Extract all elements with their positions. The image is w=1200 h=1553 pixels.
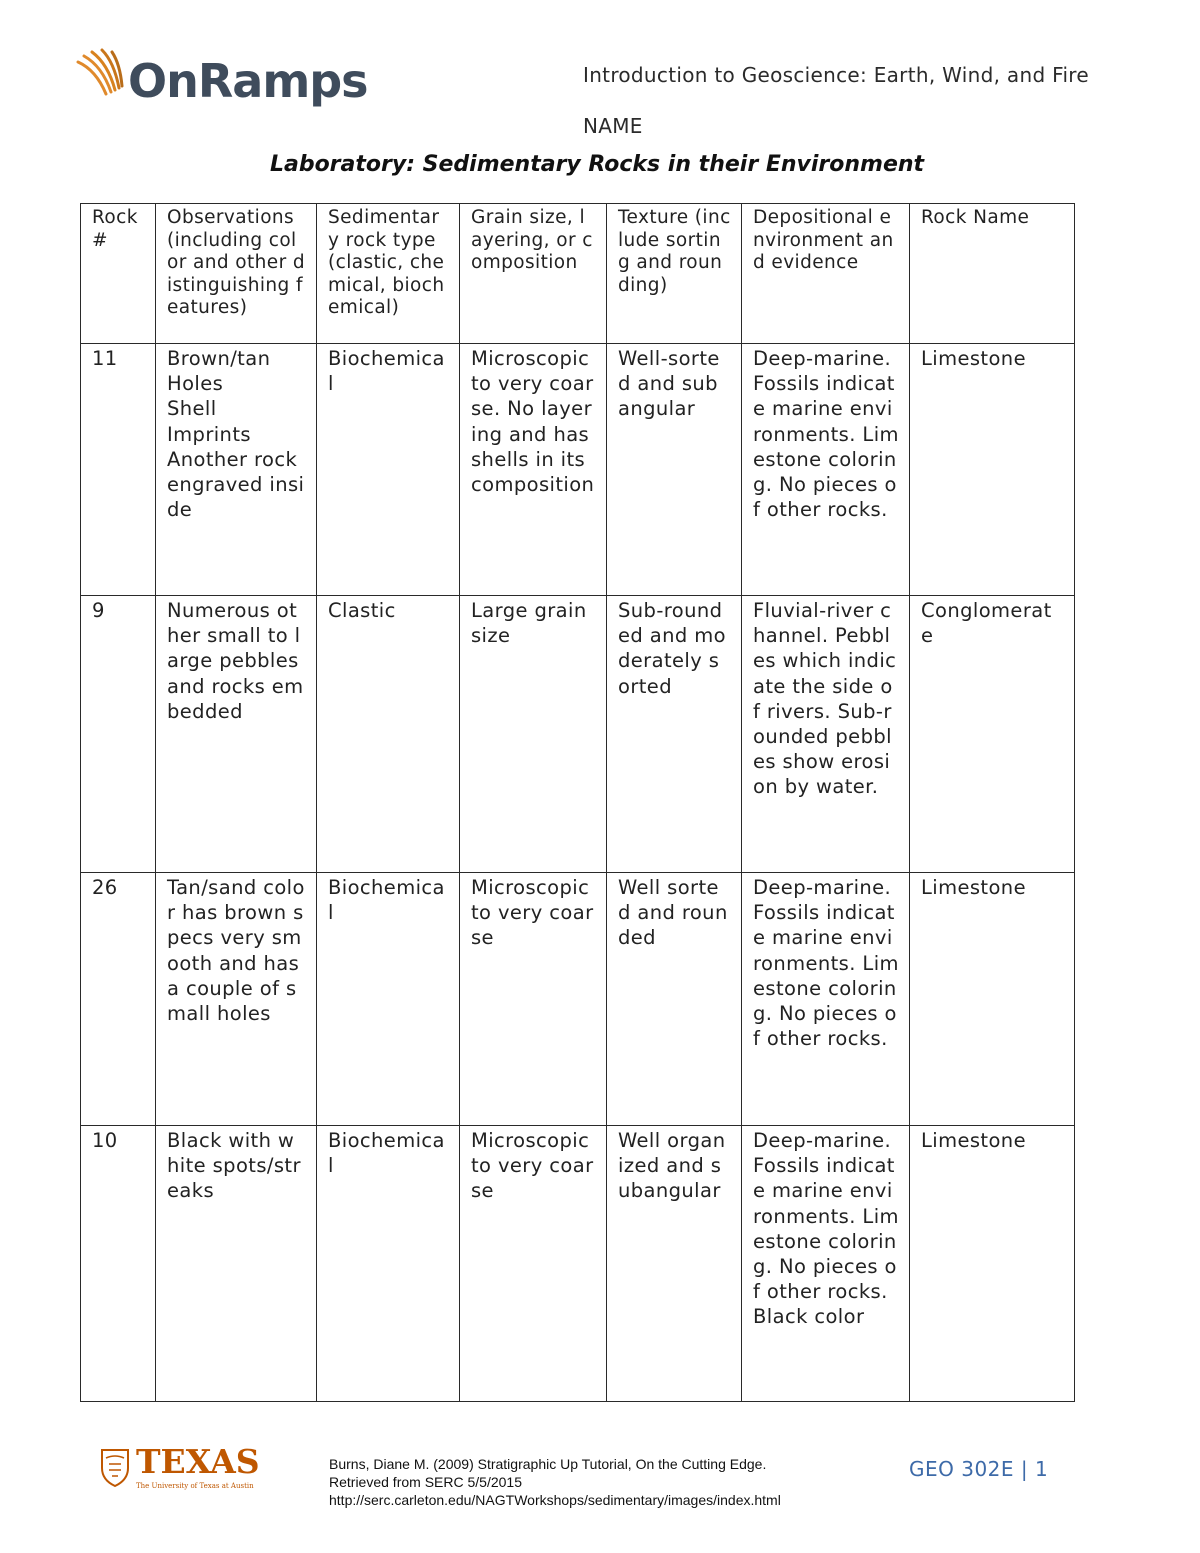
cell-rock-name: Limestone <box>910 344 1075 596</box>
lab-title: Laboratory: Sedimentary Rocks in their Environment <box>269 152 925 177</box>
cell-grain-size: Microscopic to very coarse <box>460 1126 607 1402</box>
texas-logo-text: TEXAS <box>136 1442 260 1481</box>
cell-rock-number: 26 <box>81 873 156 1126</box>
cell-environment: Fluvial-river channel. Pebbles which indicate the side of rivers. Sub-rounded pebbles show erosion by water. <box>742 596 910 873</box>
cell-environment: Deep-marine. Fossils indicate marine environments. Limestone coloring. No pieces of other rocks. <box>742 873 910 1126</box>
onramps-logo-text: OnRamps <box>128 54 368 108</box>
cell-observations: Numerous other small to large pebbles and rocks embedded <box>156 596 317 873</box>
cell-rock-type: Clastic <box>317 596 460 873</box>
cell-rock-type: Biochemical <box>317 1126 460 1402</box>
name-label: NAME <box>583 114 643 138</box>
table-row <box>81 344 1075 596</box>
cell-texture: Well sorted and rounded <box>607 873 742 1126</box>
cell-rock-number: 11 <box>81 344 156 596</box>
rocks-table <box>80 203 1075 1402</box>
table-header-row <box>81 204 1075 344</box>
column-header-grain-size: Grain size, layering, or composition <box>460 204 607 344</box>
texas-logo <box>100 1444 260 1496</box>
cell-texture: Well organized and subangular <box>607 1126 742 1402</box>
longhorn-shield-icon <box>100 1446 130 1488</box>
cell-environment: Deep-marine. Fossils indicate marine environments. Limestone coloring. No pieces of other rocks. Black color <box>742 1126 910 1402</box>
name-label-clipped <box>583 114 783 140</box>
column-header-texture: Texture (include sorting and rounding) <box>607 204 742 344</box>
column-header-rock-name: Rock Name <box>910 204 1075 344</box>
cell-rock-type: Biochemical <box>317 344 460 596</box>
cell-rock-name: Conglomerate <box>910 596 1075 873</box>
course-title: Introduction to Geoscience: Earth, Wind, and Fire <box>583 63 1089 87</box>
column-header-environment: Depositional environment and evidence <box>742 204 910 344</box>
citation-line: Burns, Diane M. (2009) Stratigraphic Up Tutorial, On the Cutting Edge. <box>329 1456 767 1472</box>
table-row <box>81 873 1075 1126</box>
cell-observations: Tan/sand color has brown specs very smooth and has a couple of small holes <box>156 873 317 1126</box>
cell-rock-name: Limestone <box>910 873 1075 1126</box>
cell-texture: Sub-rounded and moderately sorted <box>607 596 742 873</box>
onramps-swoosh-icon <box>76 48 128 118</box>
citation-line: Retrieved from SERC 5/5/2015 <box>329 1474 522 1490</box>
cell-grain-size: Microscopic to very coarse <box>460 873 607 1126</box>
cell-observations: Brown/tan Holes Shell Imprints Another rock engraved inside <box>156 344 317 596</box>
column-header-rock-number: Rock # <box>81 204 156 344</box>
cell-grain-size: Microscopic to very coarse. No layering and has shells in its composition <box>460 344 607 596</box>
table-row <box>81 596 1075 873</box>
cell-observations: Black with white spots/streaks <box>156 1126 317 1402</box>
citation-url: http://serc.carleton.edu/NAGTWorkshops/sedimentary/images/index.html <box>329 1492 781 1508</box>
cell-rock-number: 10 <box>81 1126 156 1402</box>
citation <box>329 1455 781 1509</box>
cell-texture: Well-sorted and sub angular <box>607 344 742 596</box>
texas-logo-subtext: The University of Texas at Austin <box>136 1482 254 1490</box>
cell-rock-name: Limestone <box>910 1126 1075 1402</box>
cell-environment: Deep-marine. Fossils indicate marine environments. Limestone coloring. No pieces of other rocks. <box>742 344 910 596</box>
onramps-logo <box>76 48 376 120</box>
cell-rock-number: 9 <box>81 596 156 873</box>
page-number: GEO 302E | 1 <box>909 1457 1049 1481</box>
column-header-rock-type: Sedimentary rock type (clastic, chemical, biochemical) <box>317 204 460 344</box>
cell-grain-size: Large grain size <box>460 596 607 873</box>
cell-rock-type: Biochemical <box>317 873 460 1126</box>
column-header-observations: Observations (including color and other distinguishing features) <box>156 204 317 344</box>
table-row <box>81 1126 1075 1402</box>
